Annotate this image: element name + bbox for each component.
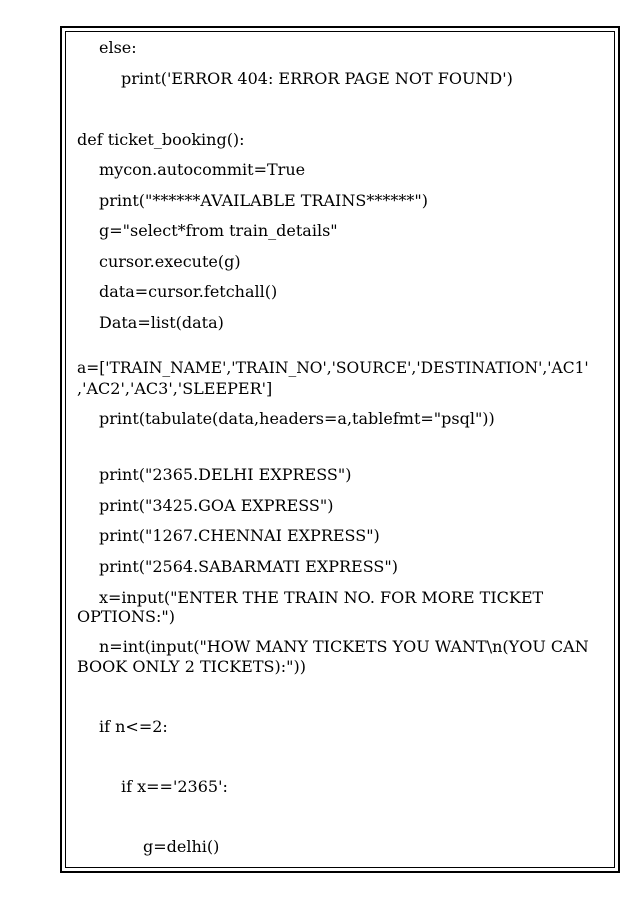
code-line: ,'AC2','AC3','SLEEPER'] — [77, 379, 273, 398]
code-line: g=delhi() — [143, 837, 220, 856]
code-line: mycon.autocommit=True — [99, 160, 306, 179]
code-line: OPTIONS:") — [77, 607, 175, 626]
code-line: Data=list(data) — [99, 313, 224, 332]
code-line: if x=='2365': — [121, 777, 228, 796]
code-line: BOOK ONLY 2 TICKETS):")) — [77, 657, 306, 676]
code-line: cursor.execute(g) — [99, 252, 241, 271]
code-line: n=int(input("HOW MANY TICKETS YOU WANT\n(YOU CAN — [99, 637, 589, 656]
code-line: print("2365.DELHI EXPRESS") — [99, 465, 352, 484]
code-line: else: — [99, 38, 137, 57]
code-line: print("3425.GOA EXPRESS") — [99, 496, 334, 515]
code-line: print("******AVAILABLE TRAINS******") — [99, 191, 428, 210]
code-line: x=input("ENTER THE TRAIN NO. FOR MORE TICKET — [99, 588, 544, 607]
code-line: print("2564.SABARMATI EXPRESS") — [99, 557, 398, 576]
code-line: def ticket_booking(): — [77, 130, 245, 149]
code-line: g="select*from train_details" — [99, 221, 338, 240]
code-line: a=['TRAIN_NAME','TRAIN_NO','SOURCE','DESTINATION','AC1' — [77, 359, 589, 377]
code-line: print(tabulate(data,headers=a,tablefmt="psql")) — [99, 409, 495, 428]
code-line: if n<=2: — [99, 717, 168, 736]
code-line: print('ERROR 404: ERROR PAGE NOT FOUND') — [121, 69, 513, 88]
page-border-inner — [65, 31, 615, 868]
code-line: print("1267.CHENNAI EXPRESS") — [99, 526, 380, 545]
code-line: data=cursor.fetchall() — [99, 282, 278, 301]
